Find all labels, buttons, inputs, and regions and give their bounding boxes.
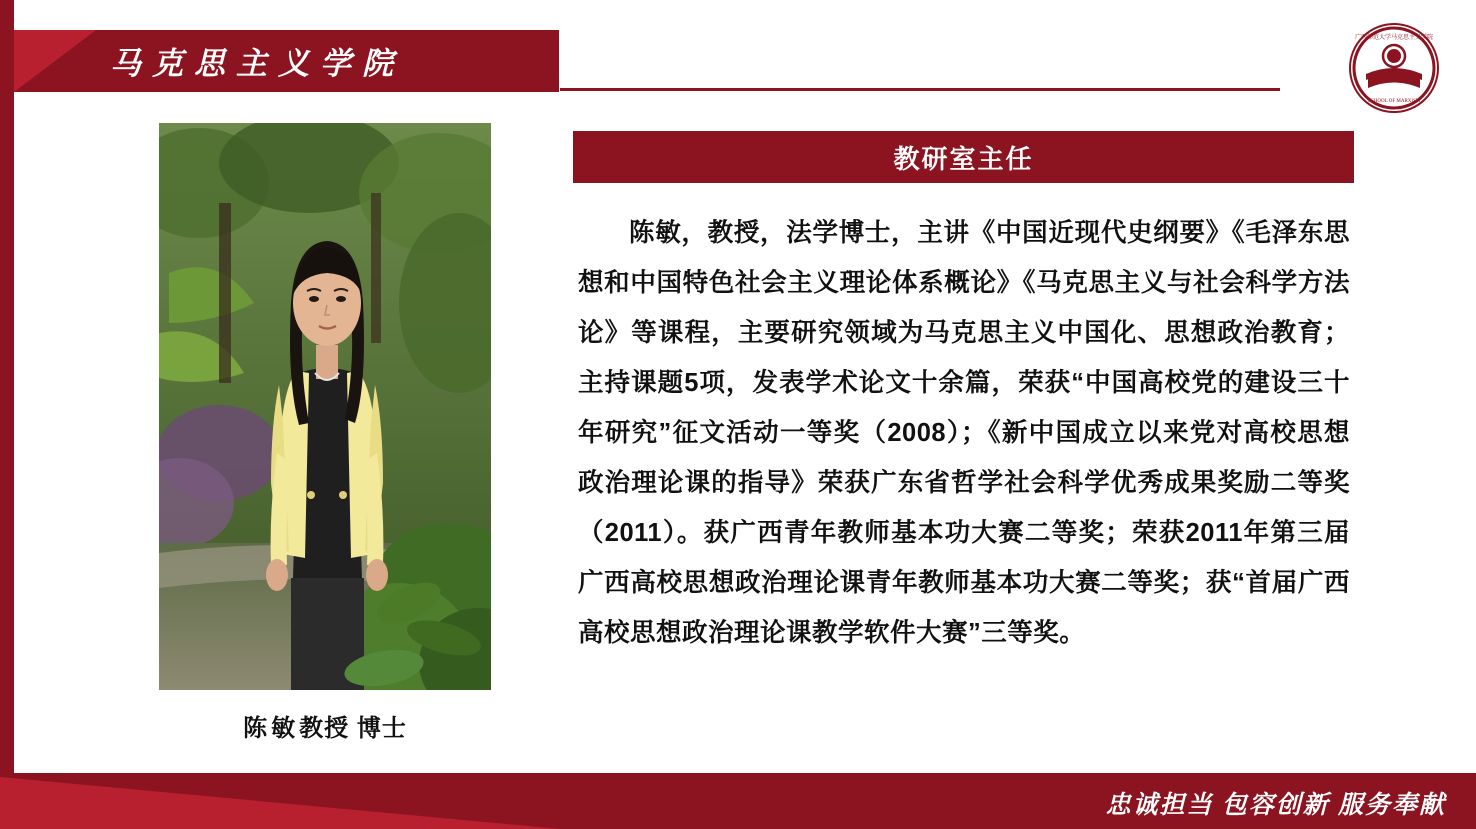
photo-caption-name: 陈敏: [243, 715, 300, 742]
footer-accent-wedge: [0, 777, 560, 829]
page-title: 马克思主义学院: [110, 46, 404, 81]
left-accent-bar: [0, 0, 14, 829]
biography-text: 陈敏，教授，法学博士，主讲《中国近现代史纲要》《毛泽东思想和中国特色社会主义理论体系概论》《马克思主义与社会科学方法论》等课程，主要研究领域为马克思主义中国化、思想政治教育；主持课题5项，发表学术论文十余篇，荣获“中国高校党的建设三十年研究”征文活动一等奖（2008）；《新中国成立以来党对高校思想政治理论课的指导》荣获广东省哲学社会科学优秀成果奖励二等奖（2011）。获广西青年教师基本功大赛二等奖；荣获2011年第三届广西高校思想政治理论课青年教师基本功大赛二等奖；获“首届广西高校思想政治理论课教学软件大赛”三等奖。: [578, 219, 1350, 647]
university-seal-logo-icon: [1348, 22, 1440, 114]
svg-text:广西师范大学马克思主义学院: 广西师范大学马克思主义学院: [1354, 35, 1434, 41]
portrait-photo: [159, 123, 491, 690]
footer-slogan: 忠诚担当 包容创新 服务奉献: [1105, 792, 1446, 819]
header-divider: [560, 88, 1280, 91]
photo-caption: [159, 708, 491, 743]
photo-caption-title: 教授 博士: [299, 715, 407, 742]
section-title: 教研室主任: [893, 143, 1034, 174]
svg-text:SCHOOL OF MARXISM: SCHOOL OF MARXISM: [1367, 99, 1421, 104]
section-title-band: [573, 131, 1354, 183]
